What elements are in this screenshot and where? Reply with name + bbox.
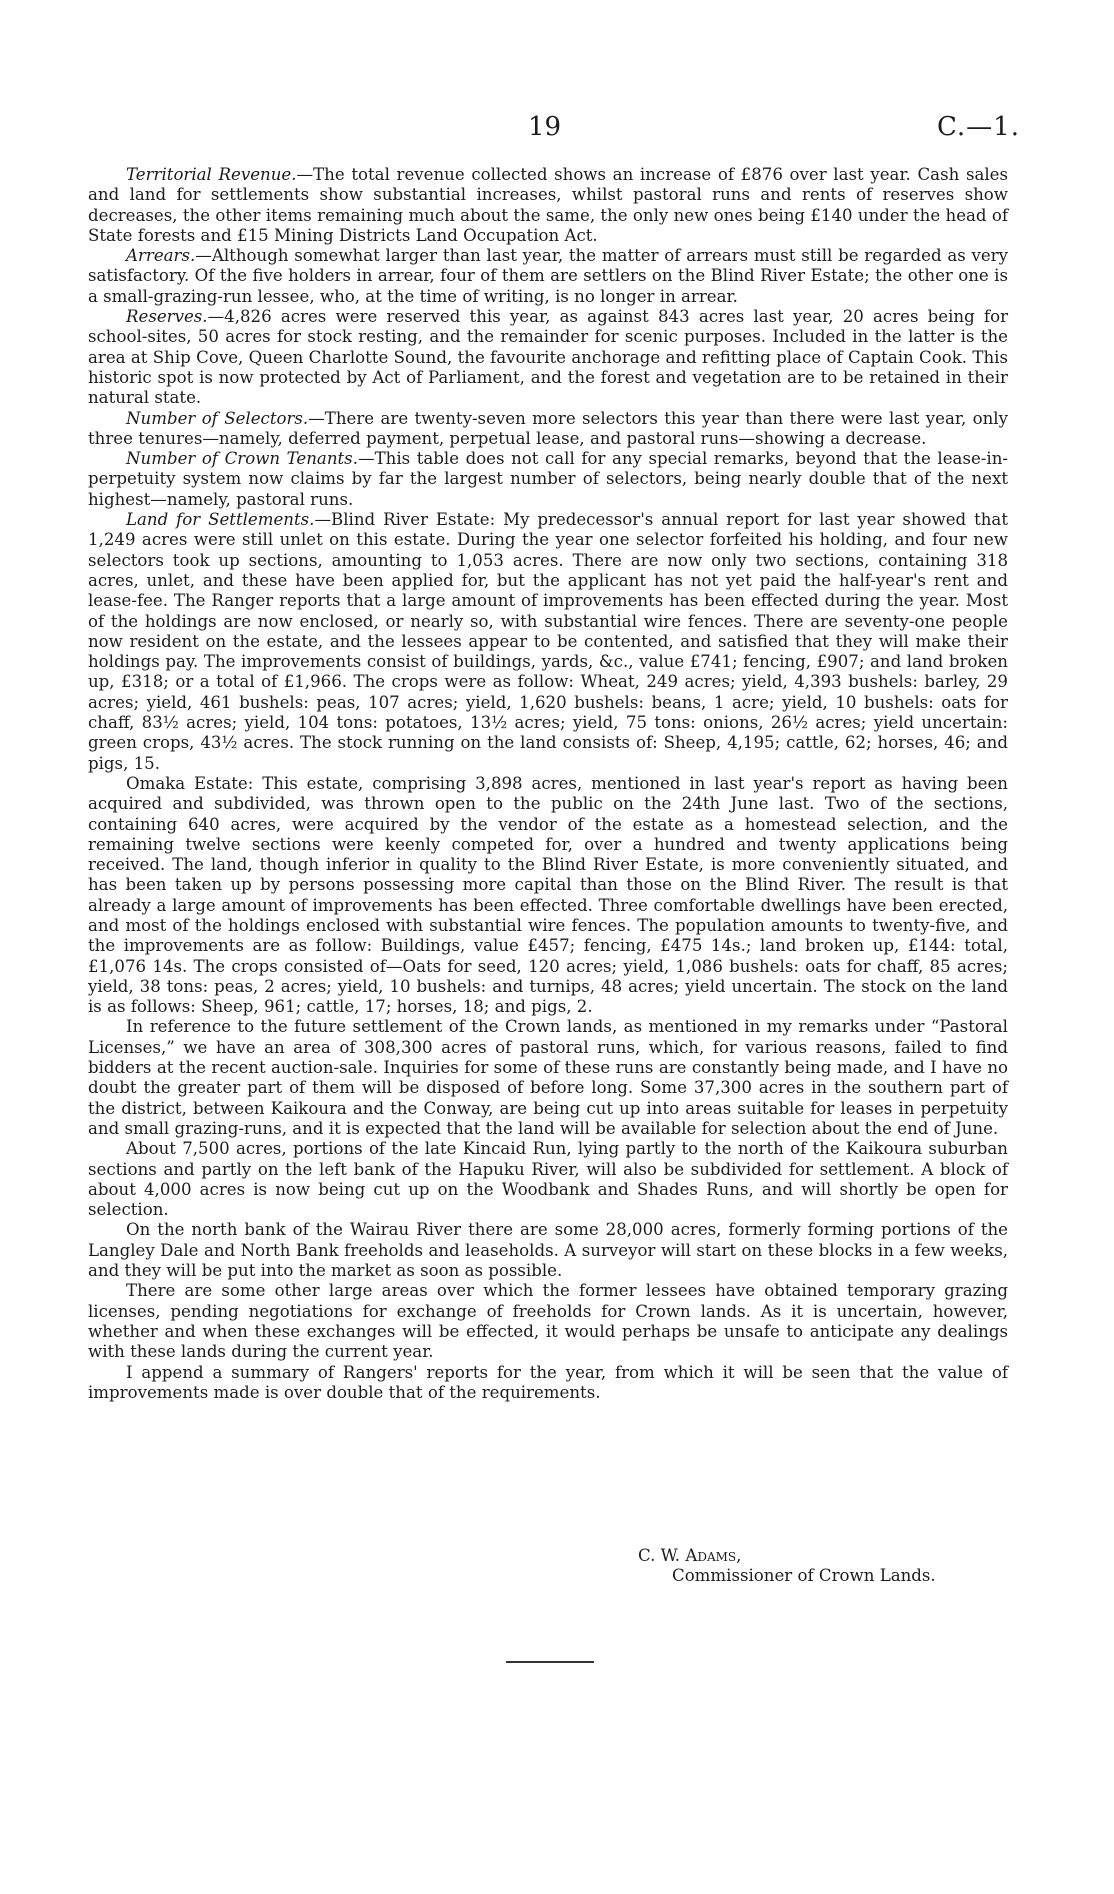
paragraph-wairau-river bbox=[88, 1220, 1008, 1281]
page-number: 19 bbox=[528, 112, 562, 142]
paragraph-text: On the north bank of the Wairau River there are some 28,000 acres, formerly forming portions of the Langley Dale and North Bank freeholds and leaseholds. A surveyor will start on these blocks in a few weeks, and they will be put into the market as soon as possible. bbox=[88, 1220, 1008, 1281]
closing-rule bbox=[506, 1661, 594, 1663]
paragraph-territorial-revenue bbox=[88, 165, 1008, 246]
paragraph-rangers-reports bbox=[88, 1363, 1008, 1404]
signature-block bbox=[88, 1546, 1008, 1587]
paragraph-text: —There are twenty-seven more selectors this year than there were last year, only three tenures—namely, deferred payment, perpetual lease, and pastoral runs—showing a decrease. bbox=[88, 408, 1008, 448]
paragraph-heading: Number of Crown Tenants. bbox=[126, 449, 358, 469]
paragraph-text: Omaka Estate: This estate, comprising 3,898 acres, mentioned in last year's report as having been acquired and subdivided, was thrown open to the public on the 24th June last. Two of the sections, containing 640 acres, were acquired by the vendor of the estate as a homestead selection, and the remaining twelve sections were keenly competed for, over a hundred and twenty applications being received. The land, though inferior in quality to the Blind River Estate, is more conveniently situated, and has been taken up by persons possessing more capital than those on the Blind River. The result is that already a large amount of improvements has been effected. Three comfortable dwellings have been erected, and most of the holdings enclosed with substantial wire fences. The population amounts to twenty-five, and the improvements are as follow: Buildings, value £457; fencing, £475 14s.; land broken up, £144: total, £1,076 14s. The crops consisted of—Oats for seed, 120 acres; yield, 1,086 bushels: oats for chaff, 85 acres; yield, 38 tons: peas, 2 acres; yield, 10 bushels: and turnips, 48 acres; yield uncertain. The stock on the land is as follows: Sheep, 961; cattle, 17; horses, 18; and pigs, 2. bbox=[88, 773, 1008, 1017]
signatory-title: Commissioner of Crown Lands. bbox=[672, 1566, 936, 1586]
paragraph-heading: Territorial Revenue. bbox=[126, 165, 297, 184]
paragraph-heading: Reserves. bbox=[126, 307, 208, 327]
paragraph-text: —Blind River Estate: My predecessor's annual report for last year showed that 1,249 acres were still unlet on this estate. During the year one selector forfeited his holding, and four new selectors took up sections, amounting to 1,053 acres. There are now only two sections, containing 318 acres, unlet, and these have been applied for, but the applicant has not yet paid the half-year's rent and lease-fee. The Ranger reports that a large amount of improvements has been effected during the year. Most of the holdings are now enclosed, or nearly so, with substantial wire fences. There are seventy-one people now resident on the estate, and the lessees appear to be contented, and satisfied that they will make their holdings pay. The improvements consist of buildings, yards, &c., value £741; fencing, £907; and land broken up, £318; or a total of £1,966. The crops were as follow: Wheat, 249 acres; yield, 4,393 bushels: barley, 29 acres; yield, 461 bushels: peas, 107 acres; yield, 1,620 bushels: beans, 1 acre; yield, 10 bushels: oats for chaff, 83½ acres; yield, 104 tons: potatoes, 13½ acres; yield, 75 tons: onions, 26½ acres; yield uncertain: green crops, 43½ acres. The stock running on the land consists of: Sheep, 4,195; cattle, 62; horses, 46; and pigs, 15. bbox=[88, 510, 1008, 773]
paragraph-heading: Arrears. bbox=[126, 246, 196, 266]
paragraph-heading: Number of Selectors. bbox=[126, 408, 309, 428]
signatory-name: C. W. Adams, bbox=[638, 1546, 742, 1565]
paragraph-number-of-selectors bbox=[88, 409, 1008, 450]
paragraph-omaka-estate bbox=[88, 774, 1008, 1018]
paragraph-text: —Although somewhat larger than last year, the matter of arrears must still be regarded as very satisfactory. Of the five holders in arrear, four of them are settlers on the Blind River Estate; the other one is a small-grazing-run lessee, who, at the time of writing, is no longer in arrear. bbox=[88, 246, 1008, 306]
paragraph-number-of-crown-tenants bbox=[88, 449, 1008, 510]
paragraph-kincaid-run bbox=[88, 1139, 1008, 1220]
paragraph-text: —4,826 acres were reserved this year, as against 843 acres last year, 20 acres being for school-sites, 50 acres for stock resting, and the remainder for scenic purposes. Included in the latter is the area at Ship Cove, Queen Charlotte Sound, the favourite anchorage and refitting place of Captain Cook. This historic spot is now protected by Act of Parliament, and the forest and vegetation are to be retained in their natural state. bbox=[88, 307, 1008, 408]
paragraph-text: I append a summary of Rangers' reports for the year, from which it will be seen that the value of improvements made is over double that of the requirements. bbox=[88, 1362, 1008, 1402]
paragraph-text: In reference to the future settlement of the Crown lands, as mentioned in my remarks under “Pastoral Licenses,” we have an area of 308,300 acres of pastoral runs, which, for various reasons, failed to find bidders at the recent auction-sale. Inquiries for some of these runs are constantly being made, and I have no doubt the greater part of them will be disposed of before long. Some 37,300 acres in the southern part of the district, between Kaikoura and the Conway, are being cut up into areas suitable for leases in perpetuity and small grazing-runs, and it is expected that the land will be available for selection about the end of June. bbox=[88, 1017, 1008, 1138]
paragraph-future-settlement bbox=[88, 1017, 1008, 1139]
report-body bbox=[88, 165, 1008, 1403]
document-reference: C.—1. bbox=[936, 112, 1020, 142]
paragraph-reserves bbox=[88, 307, 1008, 408]
paragraph-land-for-settlements bbox=[88, 510, 1008, 774]
paragraph-text: —This table does not call for any special remarks, beyond that the lease-in-perpetuity system now claims by far the largest number of selectors, being nearly double that of the next highest—namely, pastoral runs. bbox=[88, 449, 1008, 509]
paragraph-heading: Land for Settlements. bbox=[126, 510, 315, 530]
paragraph-grazing-licenses bbox=[88, 1281, 1008, 1362]
page-header bbox=[0, 112, 1114, 148]
paragraph-text: About 7,500 acres, portions of the late Kincaid Run, lying partly to the north of the Kaikoura suburban sections and partly on the left bank of the Hapuku River, will also be subdivided for settlement. A block of about 4,000 acres is now being cut up on the Woodbank and Shades Runs, and will shortly be open for selection. bbox=[88, 1139, 1008, 1220]
paragraph-text: —The total revenue collected shows an increase of £876 over last year. Cash sales and land for settlements show substantial increases, whilst pastoral runs and rents of reserves show decreases, the other items remaining much about the same, the only new ones being £140 under the head of State forests and £15 Mining Districts Land Occupation Act. bbox=[88, 165, 1008, 245]
paragraph-arrears bbox=[88, 246, 1008, 307]
paragraph-text: There are some other large areas over which the former lessees have obtained temporary grazing licenses, pending negotiations for exchange of freeholds for Crown lands. As it is uncertain, however, whether and when these exchanges will be effected, it would perhaps be unsafe to anticipate any dealings with these lands during the current year. bbox=[88, 1281, 1008, 1362]
